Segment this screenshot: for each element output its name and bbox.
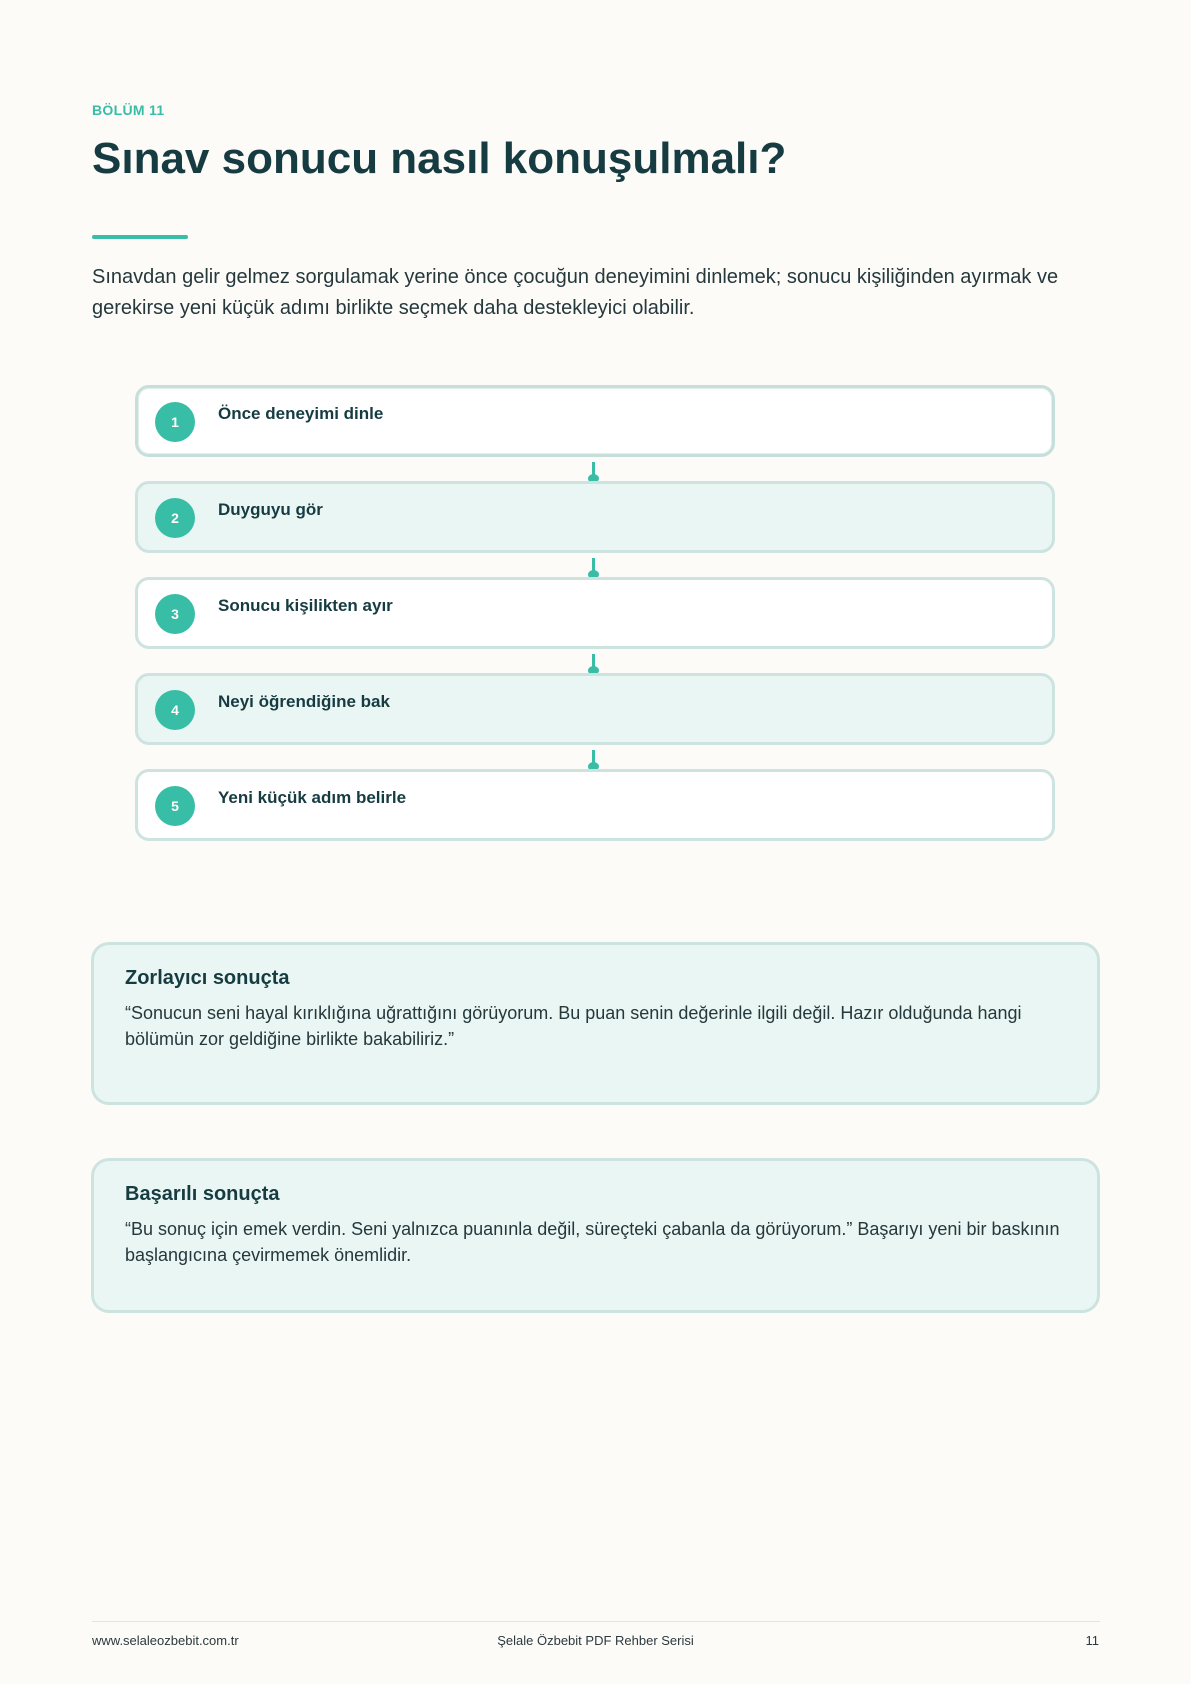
- callout-body: “Bu sonuç için emek verdin. Seni yalnızca puanınla değil, süreçteki çabanla da görüyorum.” Başarıyı yeni bir baskının başlangıcına çevirmemek önemlidir.: [125, 1219, 1060, 1265]
- step-card-4: [135, 673, 1055, 745]
- footer-website: www.selaleozbebit.com.tr: [92, 1633, 239, 1648]
- footer-page-number: 11: [1085, 1633, 1099, 1648]
- callout-title: Zorlayıcı sonuçta: [125, 967, 290, 989]
- footer-divider: [92, 1621, 1100, 1622]
- step-label: Yeni küçük adım belirle: [218, 788, 407, 807]
- step-label: Duyguyu gör: [218, 500, 323, 519]
- step-card-5: [135, 769, 1055, 841]
- section-kicker: BÖLÜM 11: [92, 102, 165, 118]
- step-number-badge: 1: [155, 402, 195, 442]
- step-card-1: [135, 385, 1055, 457]
- footer-series-title: Şelale Özbebit PDF Rehber Serisi: [497, 1633, 694, 1648]
- intro-paragraph: Sınavdan gelir gelmez sorgulamak yerine önce çocuğun deneyimini dinlemek; sonucu kişiliğinden ayırmak ve gerekirse yeni küçük adımı birlikte seçmek daha destekleyici olabilir.: [92, 266, 1059, 319]
- callout-challenging-result: [91, 942, 1100, 1105]
- step-card-2: [135, 481, 1055, 553]
- step-number-badge: 4: [155, 690, 195, 730]
- step-number-badge: 3: [155, 594, 195, 634]
- page-title: Sınav sonucu nasıl konuşulmalı?: [92, 134, 787, 183]
- callout-title: Başarılı sonuçta: [125, 1183, 280, 1205]
- callout-successful-result: [91, 1158, 1100, 1313]
- step-card-3: [135, 577, 1055, 649]
- step-label: Sonucu kişilikten ayır: [218, 596, 393, 615]
- step-label: Neyi öğrendiğine bak: [218, 692, 390, 711]
- callout-body: “Sonucun seni hayal kırıklığına uğrattığını görüyorum. Bu puan senin değerinle ilgili değil. Hazır olduğunda hangi bölümün zor geldiğine birlikte bakabiliriz.”: [125, 1003, 1022, 1049]
- step-number-badge: 2: [155, 498, 195, 538]
- step-label: Önce deneyimi dinle: [218, 404, 384, 423]
- title-accent-rule: [92, 235, 188, 239]
- step-number-badge: 5: [155, 786, 195, 826]
